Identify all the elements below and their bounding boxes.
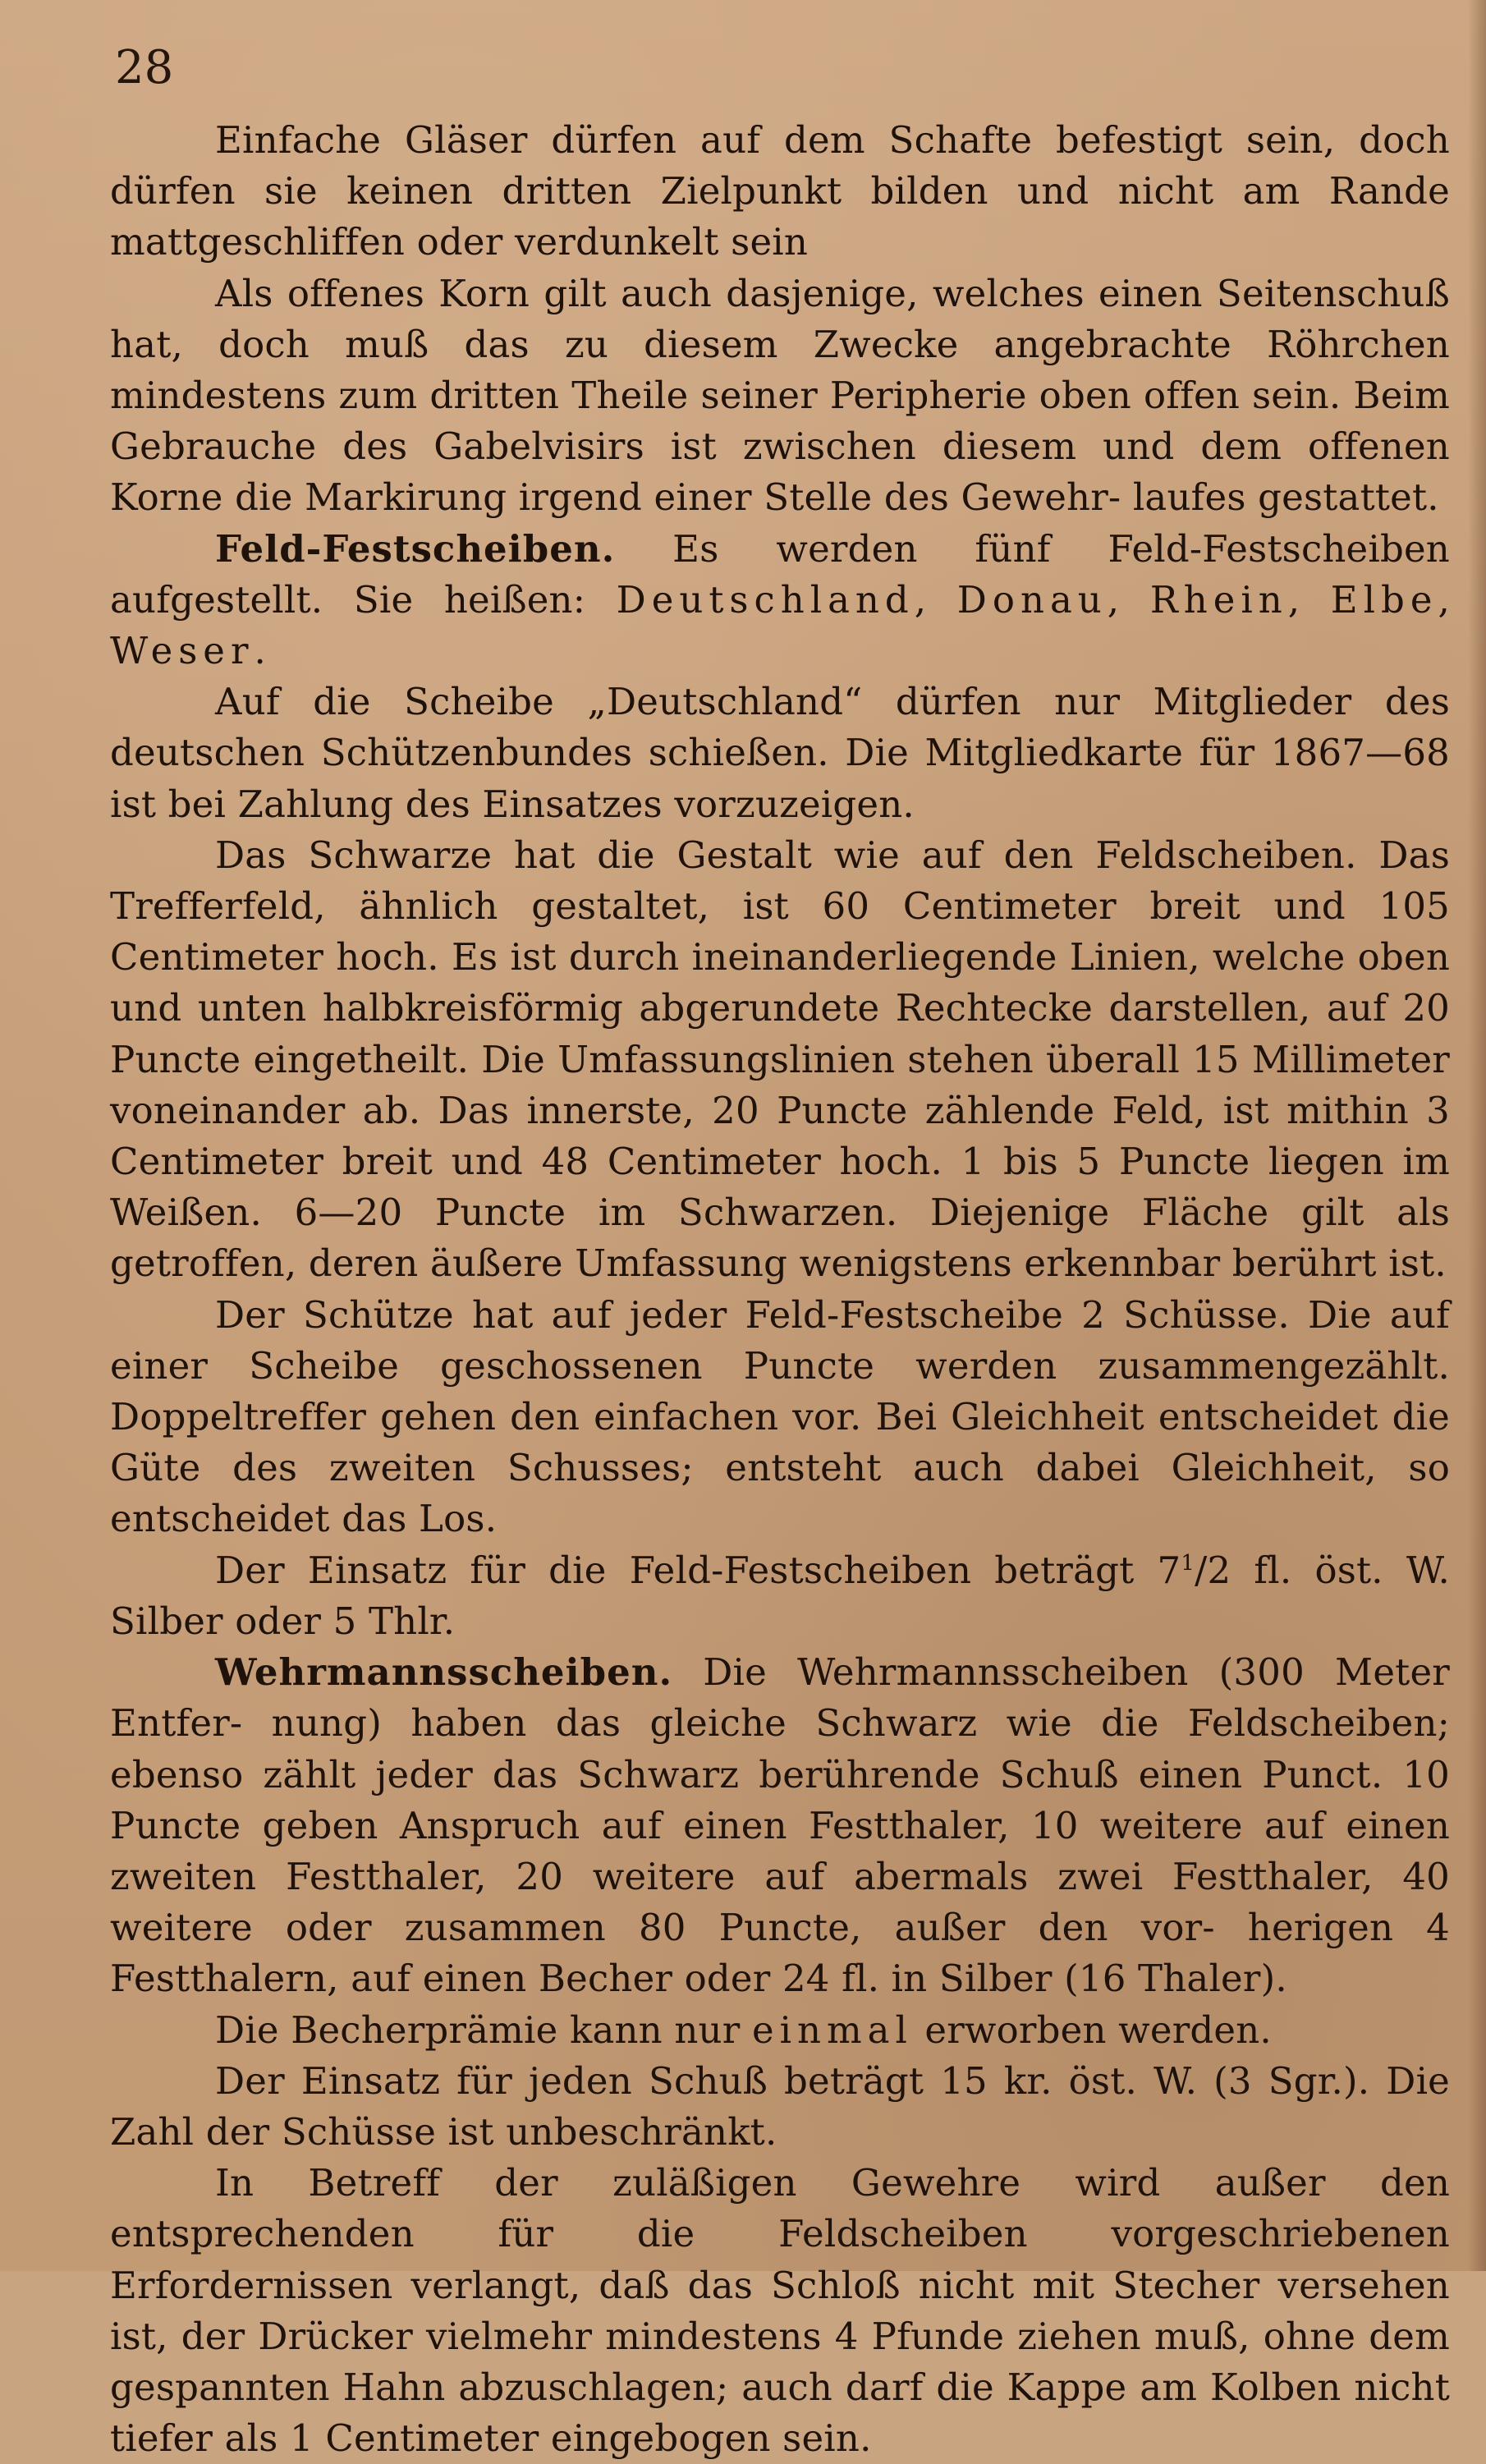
target-name-donau: Donau — [956, 577, 1108, 622]
paragraph-rifle-rules: In Betreff der zuläßigen Gewehre wird außer den entsprechenden für die Feldscheiben vorgeschriebenen Erfordernissen verlangt, daß das Schloß nicht mit Stecher versehen ist, der Drücker vielmehr mindestens 4 Pfunde ziehen muß, ohne dem gespannten Hahn abzuschlagen; auch darf die Kappe am Kolben nicht tiefer als 1 Centimeter eingebogen sein. — [110, 2161, 1450, 2461]
page-number: 28 — [115, 41, 174, 94]
section-heading-wehrmann-targets: Wehrmannsscheiben. — [215, 1650, 673, 1695]
paragraph-shot-stake: Der Einsatz für jeden Schuß beträgt 15 kr. öst. W. (3 Sgr.). Die Zahl der Schüsse ist unbeschränkt. — [110, 2058, 1450, 2154]
paragraph-target-shape: Das Schwarze hat die Gestalt wie auf den Feldscheiben. Das Trefferfeld, ähnlich gestaltet, ist 60 Centimeter breit und 105 Centimeter hoch. Es ist durch ineinanderliegende Linien, welche oben und unten halbkreisförmig abgerundete Rechtecke darstellen, auf 20 Puncte eingetheilt. Die Umfassungslinien stehen überall 15 Millimeter voneinander ab. Das innerste, 20 Puncte zählende Feld, ist mithin 3 Centimeter breit und 48 Centimeter hoch. 1 bis 5 Puncte liegen im Weißen. 6—20 Puncte im Schwarzen. Diejenige Fläche gilt als getroffen, deren äußere Umfassung wenigstens erkennbar berührt ist. — [110, 833, 1450, 1286]
target-name-separator: , — [1107, 577, 1150, 622]
target-name-separator: , — [1438, 577, 1450, 622]
wehrmann-targets-text: Die Wehrmannsscheiben (300 Meter Entfer- nung) haben das gleiche Schwarz wie die Feldscheiben; ebenso zählt jeder das Schwarz berührende Schuß einen Punct. 10 Puncte geben Anspruch auf einen Festthaler, 10 weitere auf einen zweiten Festthaler, 20 weitere auf abermals zwei Festthaler, 40 weitere oder zusammen 80 Puncte, außer den vor- herigen 4 Festthalern, auf einen Becher oder 24 fl. in Silber (16 Thaler). — [110, 1650, 1450, 2001]
target-name-weser: Weser — [110, 629, 255, 673]
paragraph-field-stake — [110, 1545, 1450, 1647]
fraction-denominator: 2 — [1207, 1548, 1231, 1592]
cup-prize-once: einmal — [751, 2007, 913, 2052]
paragraph-deutschland-rule: Auf die Scheibe „Deutschland“ dürfen nur Mitglieder des deutschen Schützenbundes schießen. Die Mitgliedkarte für 1867—68 ist bei Zahlung des Einsatzes vorzuzeigen. — [110, 680, 1450, 826]
paragraph-open-sight: Als offenes Korn gilt auch dasjenige, welches einen Seitenschuß hat, doch muß das zu diesem Zwecke angebrachte Röhrchen mindestens zum dritten Theile seiner Peripherie oben offen sein. Beim Gebrauche des Gabelvisirs ist zwischen diesem und dem offenen Korne die Markirung irgend einer Stelle des Gewehr- laufes gestattet. — [110, 271, 1450, 520]
cup-prize-text: Die Becherprämie kann nur — [215, 2007, 741, 2052]
page-edge-shadow — [1468, 0, 1486, 2271]
field-stake-amount: fl. öst. W. Silber oder 5 Thlr. — [110, 1548, 1450, 1643]
paragraph-field-targets — [110, 524, 1450, 677]
field-targets-intro: Es werden fünf Feld-Festscheiben aufgestellt. Sie heißen: — [110, 526, 1450, 622]
target-name-rhein: Rhein — [1149, 577, 1288, 622]
target-name-separator: , — [1287, 577, 1331, 622]
paragraph-cup-prize — [110, 2005, 1450, 2056]
fraction-slash: / — [1195, 1548, 1208, 1592]
body-text — [110, 115, 1450, 2464]
target-name-separator: , — [914, 577, 957, 622]
paragraph-glasses: Einfache Gläser dürfen auf dem Schafte befestigt sein, doch dürfen sie keinen dritten Zielpunkt bilden und nicht am Rande mattgeschliffen oder verdunkelt sein — [110, 118, 1450, 264]
fraction-numerator: 1 — [1181, 1550, 1195, 1576]
cup-prize-end: erworben werden. — [924, 2007, 1272, 2052]
field-stake-text: Der Einsatz für die Feld-Festscheiben beträgt 7 — [215, 1548, 1181, 1592]
paragraph-shots: Der Schütze hat auf jeder Feld-Festscheibe 2 Schüsse. Die auf einer Scheibe geschossenen Puncte werden zusammengezählt. Doppeltreffer gehen den einfachen vor. Bei Gleichheit entscheidet die Güte des zweiten Schusses; entsteht auch dabei Gleichheit, so entscheidet das Los. — [110, 1292, 1450, 1541]
target-name-deutschland: Deutschland — [616, 577, 915, 622]
target-name-elbe: Elbe — [1330, 577, 1438, 622]
paragraph-wehrmann-targets — [110, 1647, 1450, 2004]
section-heading-field-targets: Feld-Festscheiben. — [215, 526, 616, 571]
target-names-end: . — [254, 629, 266, 673]
